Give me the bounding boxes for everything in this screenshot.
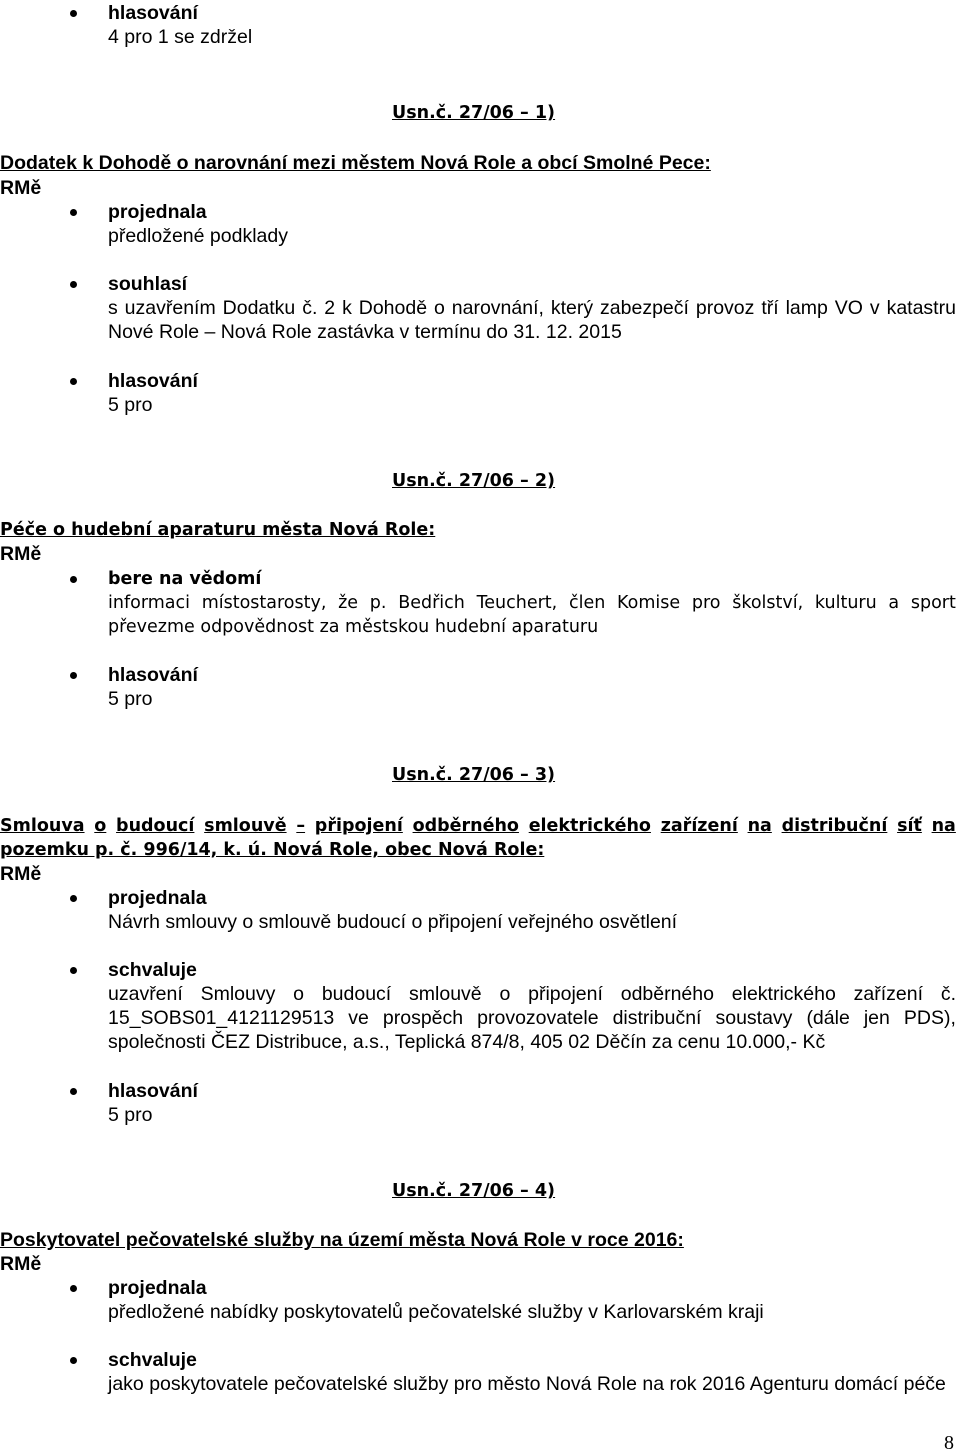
item-text: Nové Role – Nová Role zastávka v termínu do 31. 12. 2015 — [108, 321, 622, 343]
bullet-icon — [70, 1357, 77, 1364]
section-heading-justified: Smlouva o budoucí smlouvě – připojení odběrného elektrického zařízení na distribuční síť na — [0, 816, 956, 836]
bullet-icon — [70, 10, 77, 17]
council-label: RMě — [0, 863, 42, 885]
council-label: RMě — [0, 543, 42, 565]
section-heading: pozemku p. č. 996/14, k. ú. Nová Role, obec Nová Role: — [0, 840, 545, 860]
section-heading: Poskytovatel pečovatelské služby na území města Nová Role v roce 2016: — [0, 1229, 684, 1251]
item-label: projednala — [108, 1277, 207, 1299]
item-label: projednala — [108, 887, 207, 909]
item-label: souhlasí — [108, 273, 188, 295]
item-text: Návrh smlouvy o smlouvě budoucí o připojení veřejného osvětlení — [108, 911, 678, 933]
vote-result: 5 pro — [108, 688, 153, 710]
bullet-icon — [70, 281, 77, 288]
resolution-number: Usn.č. 27/06 – 3) — [392, 765, 556, 785]
vote-result: 5 pro — [108, 1104, 153, 1126]
item-label: bere na vědomí — [108, 569, 262, 589]
item-text: předložené podklady — [108, 225, 288, 247]
council-label: RMě — [0, 1253, 42, 1275]
item-text-justified: informaci místostarosty, že p. Bedřich Teuchert, člen Komise pro školství, kulturu a sport — [108, 593, 956, 613]
resolution-number: Usn.č. 27/06 – 1) — [392, 103, 556, 123]
resolution-number: Usn.č. 27/06 – 2) — [392, 471, 556, 491]
item-text: jako poskytovatele pečovatelské služby pro město Nová Role na rok 2016 Agenturu domácí péče — [108, 1373, 946, 1395]
item-text-justified: 15_SOBS01_4121129513 ve prospěch provozovatele distribuční soustavy (dále jen PDS), — [108, 1007, 956, 1029]
item-label: schvaluje — [108, 1349, 197, 1371]
vote-label: hlasování — [108, 370, 198, 392]
bullet-icon — [70, 1088, 77, 1095]
section-heading: Dodatek k Dohodě o narovnání mezi městem Nová Role a obcí Smolné Pece: — [0, 152, 711, 174]
item-text: společnosti ČEZ Distribuce, a.s., Teplická 874/8, 405 02 Děčín za cenu 10.000,- Kč — [108, 1031, 826, 1053]
page-number: 8 — [944, 1432, 954, 1454]
item-label: projednala — [108, 201, 207, 223]
item-text: předložené nabídky poskytovatelů pečovatelské služby v Karlovarském kraji — [108, 1301, 764, 1323]
bullet-icon — [70, 1285, 77, 1292]
bullet-icon — [70, 209, 77, 216]
vote-result: 4 pro 1 se zdržel — [108, 26, 253, 48]
item-text-justified: uzavření Smlouvy o budoucí smlouvě o připojení odběrného elektrického zařízení č. — [108, 983, 956, 1005]
vote-label: hlasování — [108, 664, 198, 686]
vote-label: hlasování — [108, 1080, 198, 1102]
bullet-icon — [70, 967, 77, 974]
bullet-icon — [70, 378, 77, 385]
item-text: převezme odpovědnost za městskou hudební aparaturu — [108, 617, 599, 637]
vote-label: hlasování — [108, 2, 198, 24]
bullet-icon — [70, 895, 77, 902]
council-label: RMě — [0, 177, 42, 199]
section-heading: Péče o hudební aparaturu města Nová Role: — [0, 520, 436, 540]
bullet-icon — [70, 672, 77, 679]
vote-result: 5 pro — [108, 394, 153, 416]
item-text-justified: s uzavřením Dodatku č. 2 k Dohodě o narovnání, který zabezpečí provoz tří lamp VO v katastru — [108, 297, 956, 319]
item-label: schvaluje — [108, 959, 197, 981]
resolution-number: Usn.č. 27/06 – 4) — [392, 1181, 556, 1201]
bullet-icon — [70, 576, 77, 583]
